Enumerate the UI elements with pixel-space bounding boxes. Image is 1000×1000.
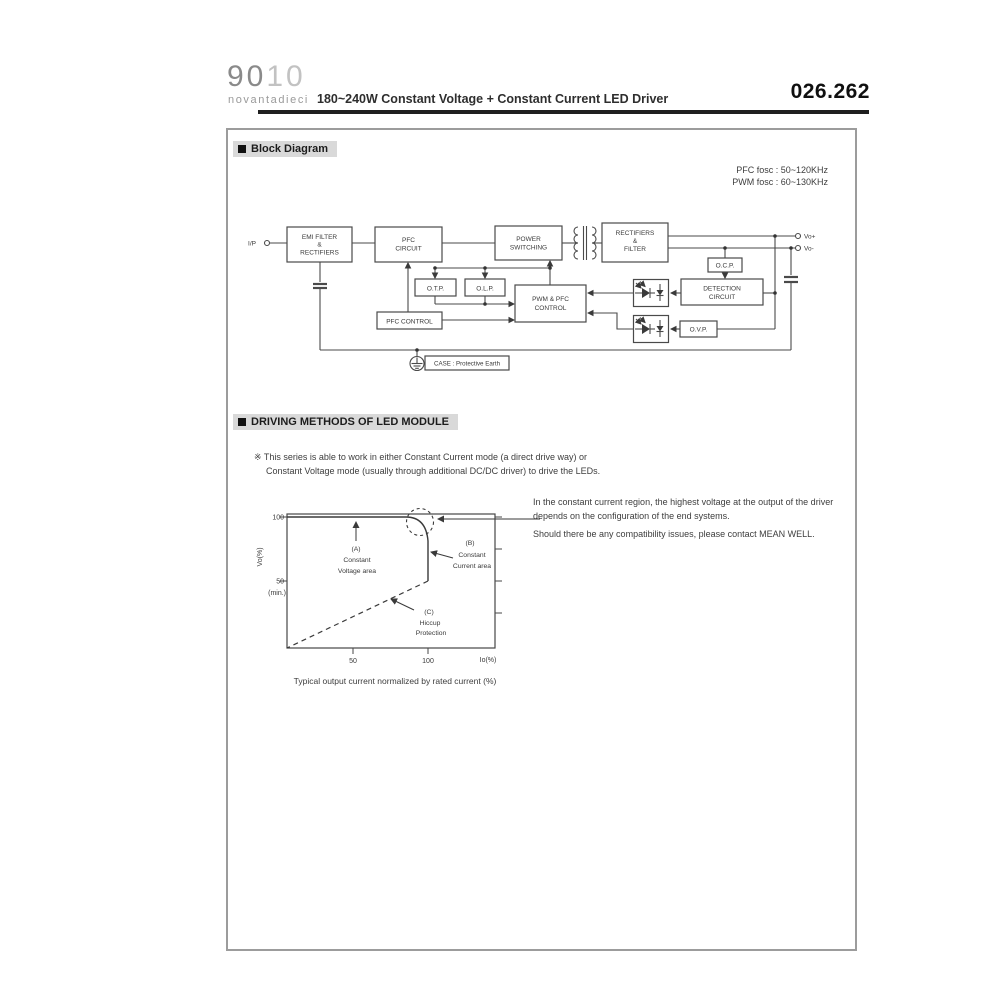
region-b-line3: Current area [452, 563, 492, 570]
y-tick-50: 50 [276, 578, 284, 586]
emi-line1: EMI FILTER [301, 234, 338, 241]
region-c-arrow [391, 599, 414, 610]
vo-plus-label: Vo+ [804, 233, 816, 241]
det-line2: CIRCUIT [708, 294, 736, 301]
ps-line2: SWITCHING [509, 244, 548, 252]
pwm-pfc-control-block [515, 285, 586, 322]
region-a-line3: Voltage area [337, 568, 377, 575]
ocp-block [708, 258, 742, 272]
pwm-line1: PWM & PFC [532, 296, 569, 303]
x-axis-label: Io(%) [479, 657, 497, 664]
cv-cc-graph [250, 495, 540, 680]
case-label-text: CASE : Protective Earth [433, 360, 501, 368]
emi-line3: RECTIFIERS [300, 249, 339, 257]
pwm-line2: CONTROL [534, 305, 567, 312]
side-text-line3: Should there be any compatibility issues, please contact MEAN WELL. [533, 529, 815, 539]
ovp-label: O.V.P. [689, 326, 708, 334]
transformer-icon [574, 226, 596, 260]
output-terminals [796, 234, 816, 253]
graph-side-text [533, 496, 873, 542]
ocp-label: O.C.P. [715, 262, 735, 270]
brand-logo-part1: 90 [227, 60, 267, 93]
region-c-line2: Hiccup [419, 620, 441, 627]
input-terminal [248, 241, 269, 248]
brand-logo [227, 62, 306, 92]
section-header-driving-methods [233, 414, 458, 430]
y-tick-min: (min.) [268, 590, 286, 597]
ip-label: I/P [248, 240, 256, 248]
emi-filter-block [287, 227, 352, 262]
section-title: DRIVING METHODS OF LED MODULE [251, 416, 449, 428]
section-bullet-icon [238, 418, 246, 426]
region-a-line1: (A) [351, 546, 361, 553]
plot-area [287, 514, 495, 648]
region-a-line2: Constant [343, 557, 371, 564]
rect-line1: RECTIFIERS [615, 230, 655, 237]
protective-earth-icon [410, 357, 424, 371]
doc-number: 026.262 [790, 80, 870, 103]
side-text-line2: depends on the configuration of the end systems. [533, 510, 730, 521]
det-line1: DETECTION [703, 285, 741, 293]
pfc-circuit-block [375, 227, 442, 262]
detection-circuit-block [681, 279, 763, 305]
power-switching-block [495, 226, 562, 260]
brand-logo-subtext: novantadieci [228, 94, 309, 106]
side-text-line1: In the constant current region, the highest voltage at the output of the driver [533, 497, 834, 507]
pwm-fosc-text: PWM fosc : 60~130KHz [732, 177, 828, 187]
emi-line2: & [317, 241, 322, 249]
pfc-control-label: PFC CONTROL [386, 318, 433, 326]
region-c-line3: Protection [415, 630, 447, 637]
y-axis-label: Vo(%) [257, 547, 264, 567]
hiccup-dashed-line [287, 581, 428, 648]
section-header-block-diagram [233, 141, 337, 157]
rectifiers-filter-block [602, 223, 668, 262]
block-diagram [240, 213, 840, 393]
section-title: Block Diagram [251, 143, 329, 155]
driving-note-line2: Constant Voltage mode (usually through additional DC/DC driver) to drive the LEDs. [266, 466, 601, 476]
y-tick-100: 100 [272, 514, 284, 522]
region-labels [338, 540, 491, 637]
region-b-line2: Constant [458, 552, 486, 559]
title-underline [258, 110, 869, 114]
rect-line3: FILTER [624, 246, 646, 253]
ps-line1: POWER [516, 236, 541, 243]
olp-block [465, 279, 505, 296]
pfc-control-block [377, 312, 442, 329]
section-bullet-icon [238, 145, 246, 153]
pfc-fosc-text: PFC fosc : 50~120KHz [736, 165, 828, 175]
brand-logo-part2: 10 [266, 60, 306, 93]
region-b-line1: (B) [465, 540, 475, 547]
optocoupler-icon-2 [634, 316, 669, 343]
pfc-line2: CIRCUIT [395, 245, 422, 253]
fosc-notes [640, 164, 828, 188]
rect-line2: & [632, 238, 638, 245]
region-b-arrow [431, 552, 453, 558]
vo-minus-label: Vo- [804, 245, 814, 253]
x-tick-50: 50 [349, 658, 357, 665]
graph-caption: Typical output current normalized by rated current (%) [293, 676, 497, 686]
ovp-block [680, 321, 717, 337]
optocoupler-icon-1 [634, 280, 669, 307]
otp-block [415, 279, 456, 296]
case-earth-label [425, 356, 509, 370]
x-tick-100: 100 [422, 658, 434, 665]
otp-label: O.T.P. [426, 285, 445, 293]
region-c-line1: (C) [424, 609, 434, 616]
page-title: 180~240W Constant Voltage + Constant Current LED Driver [317, 92, 669, 106]
driving-note-line1: ※ This series is able to work in either Constant Current mode (a direct drive way) or [254, 452, 588, 462]
axis-ticks [280, 517, 502, 654]
olp-label: O.L.P. [476, 285, 494, 293]
pfc-line1: PFC [402, 237, 415, 244]
